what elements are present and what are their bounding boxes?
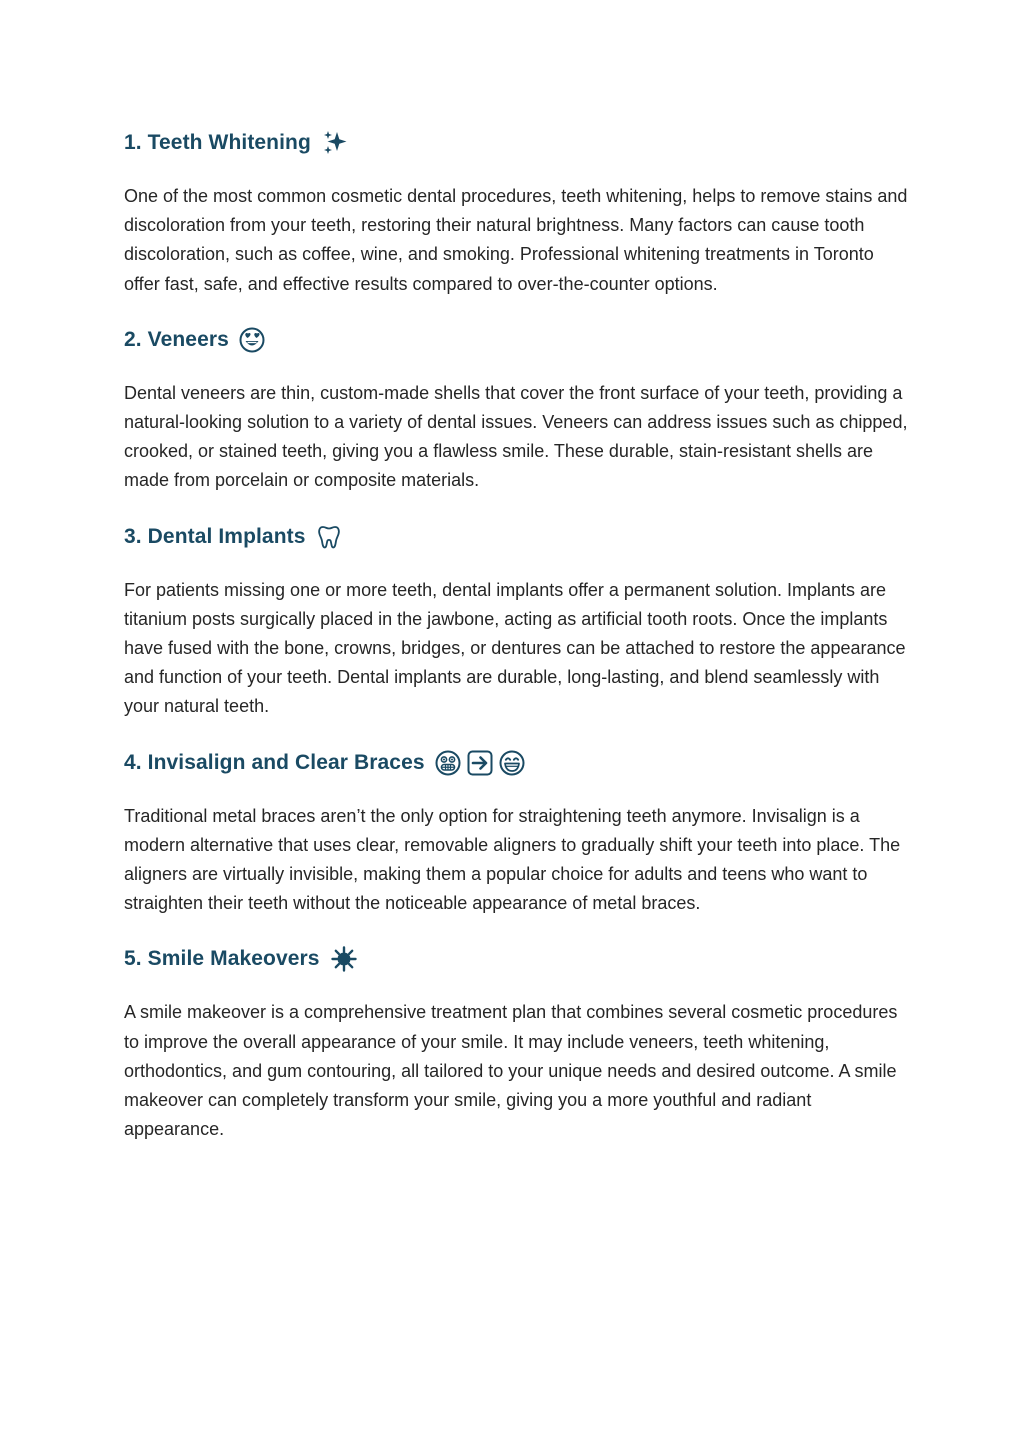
section-heading <box>124 126 914 160</box>
grimacing-face-icon <box>435 750 461 776</box>
section-heading <box>124 942 914 976</box>
section-body: For patients missing one or more teeth, dental implants offer a permanent solution. Implants are titanium posts surgically placed in the jawbone, acting as artificial tooth roots. Once the implants have fused with the bone, crowns, bridges, or dentures can be attached to restore the appearance and function of your teeth. Dental implants are durable, long-lasting, and blend seamlessly with your natural teeth. <box>124 579 906 717</box>
document-page <box>124 126 914 1168</box>
section-title: 1. Teeth Whitening <box>124 131 311 154</box>
grinning-face-icon <box>499 750 525 776</box>
section-title: 4. Invisalign and Clear Braces <box>124 750 425 774</box>
sparkles-icon <box>321 129 349 157</box>
section-heading <box>124 520 914 554</box>
tooth-icon <box>316 524 342 550</box>
section-veneers <box>124 323 914 496</box>
section-invisalign <box>124 746 914 919</box>
section-smile-makeovers <box>124 942 914 1144</box>
section-title: 3. Dental Implants <box>124 524 306 548</box>
section-body: One of the most common cosmetic dental procedures, teeth whitening, helps to remove stains and discoloration from your teeth, restoring their natural brightness. Many factors can cause tooth discoloration, such as coffee, wine, and smoking. Professional whitening treatments in Toronto offer fast, safe, and effective results compared to over-the-counter options. <box>124 186 908 294</box>
section-body: Dental veneers are thin, custom-made shells that cover the front surface of your teeth, providing a natural-looking solution to a variety of dental issues. Veneers can address issues such as chipped, crooked, or stained teeth, giving you a flawless smile. These durable, stain-resistant shells are made from porcelain or composite materials. <box>124 382 908 491</box>
section-title: 2. Veneers <box>124 327 229 351</box>
section-teeth-whitening <box>124 126 914 299</box>
section-body: A smile makeover is a comprehensive treatment plan that combines several cosmetic procedures to improve the overall appearance of your smile. It may include veneers, teeth whitening, orthodontics, and gum contouring, all tailored to your unique needs and desired outcome. A smile makeover can completely transform your smile, giving you a more youthful and radiant appearance. <box>124 1002 898 1140</box>
sparkle-burst-icon <box>330 945 358 973</box>
section-dental-implants <box>124 520 914 722</box>
section-heading <box>124 746 914 780</box>
section-body: Traditional metal braces aren’t the only option for straightening teeth anymore. Invisalign is a modern alternative that uses clear, removable aligners to gradually shift your teeth into place. The aligners are virtually invisible, making them a popular choice for adults and teens who want to straighten their teeth without the noticeable appearance of metal braces. <box>124 805 901 914</box>
section-heading <box>124 323 914 357</box>
smiling-face-with-heart-eyes-icon <box>239 327 265 353</box>
right-arrow-icon <box>467 750 493 776</box>
section-title: 5. Smile Makeovers <box>124 947 320 971</box>
